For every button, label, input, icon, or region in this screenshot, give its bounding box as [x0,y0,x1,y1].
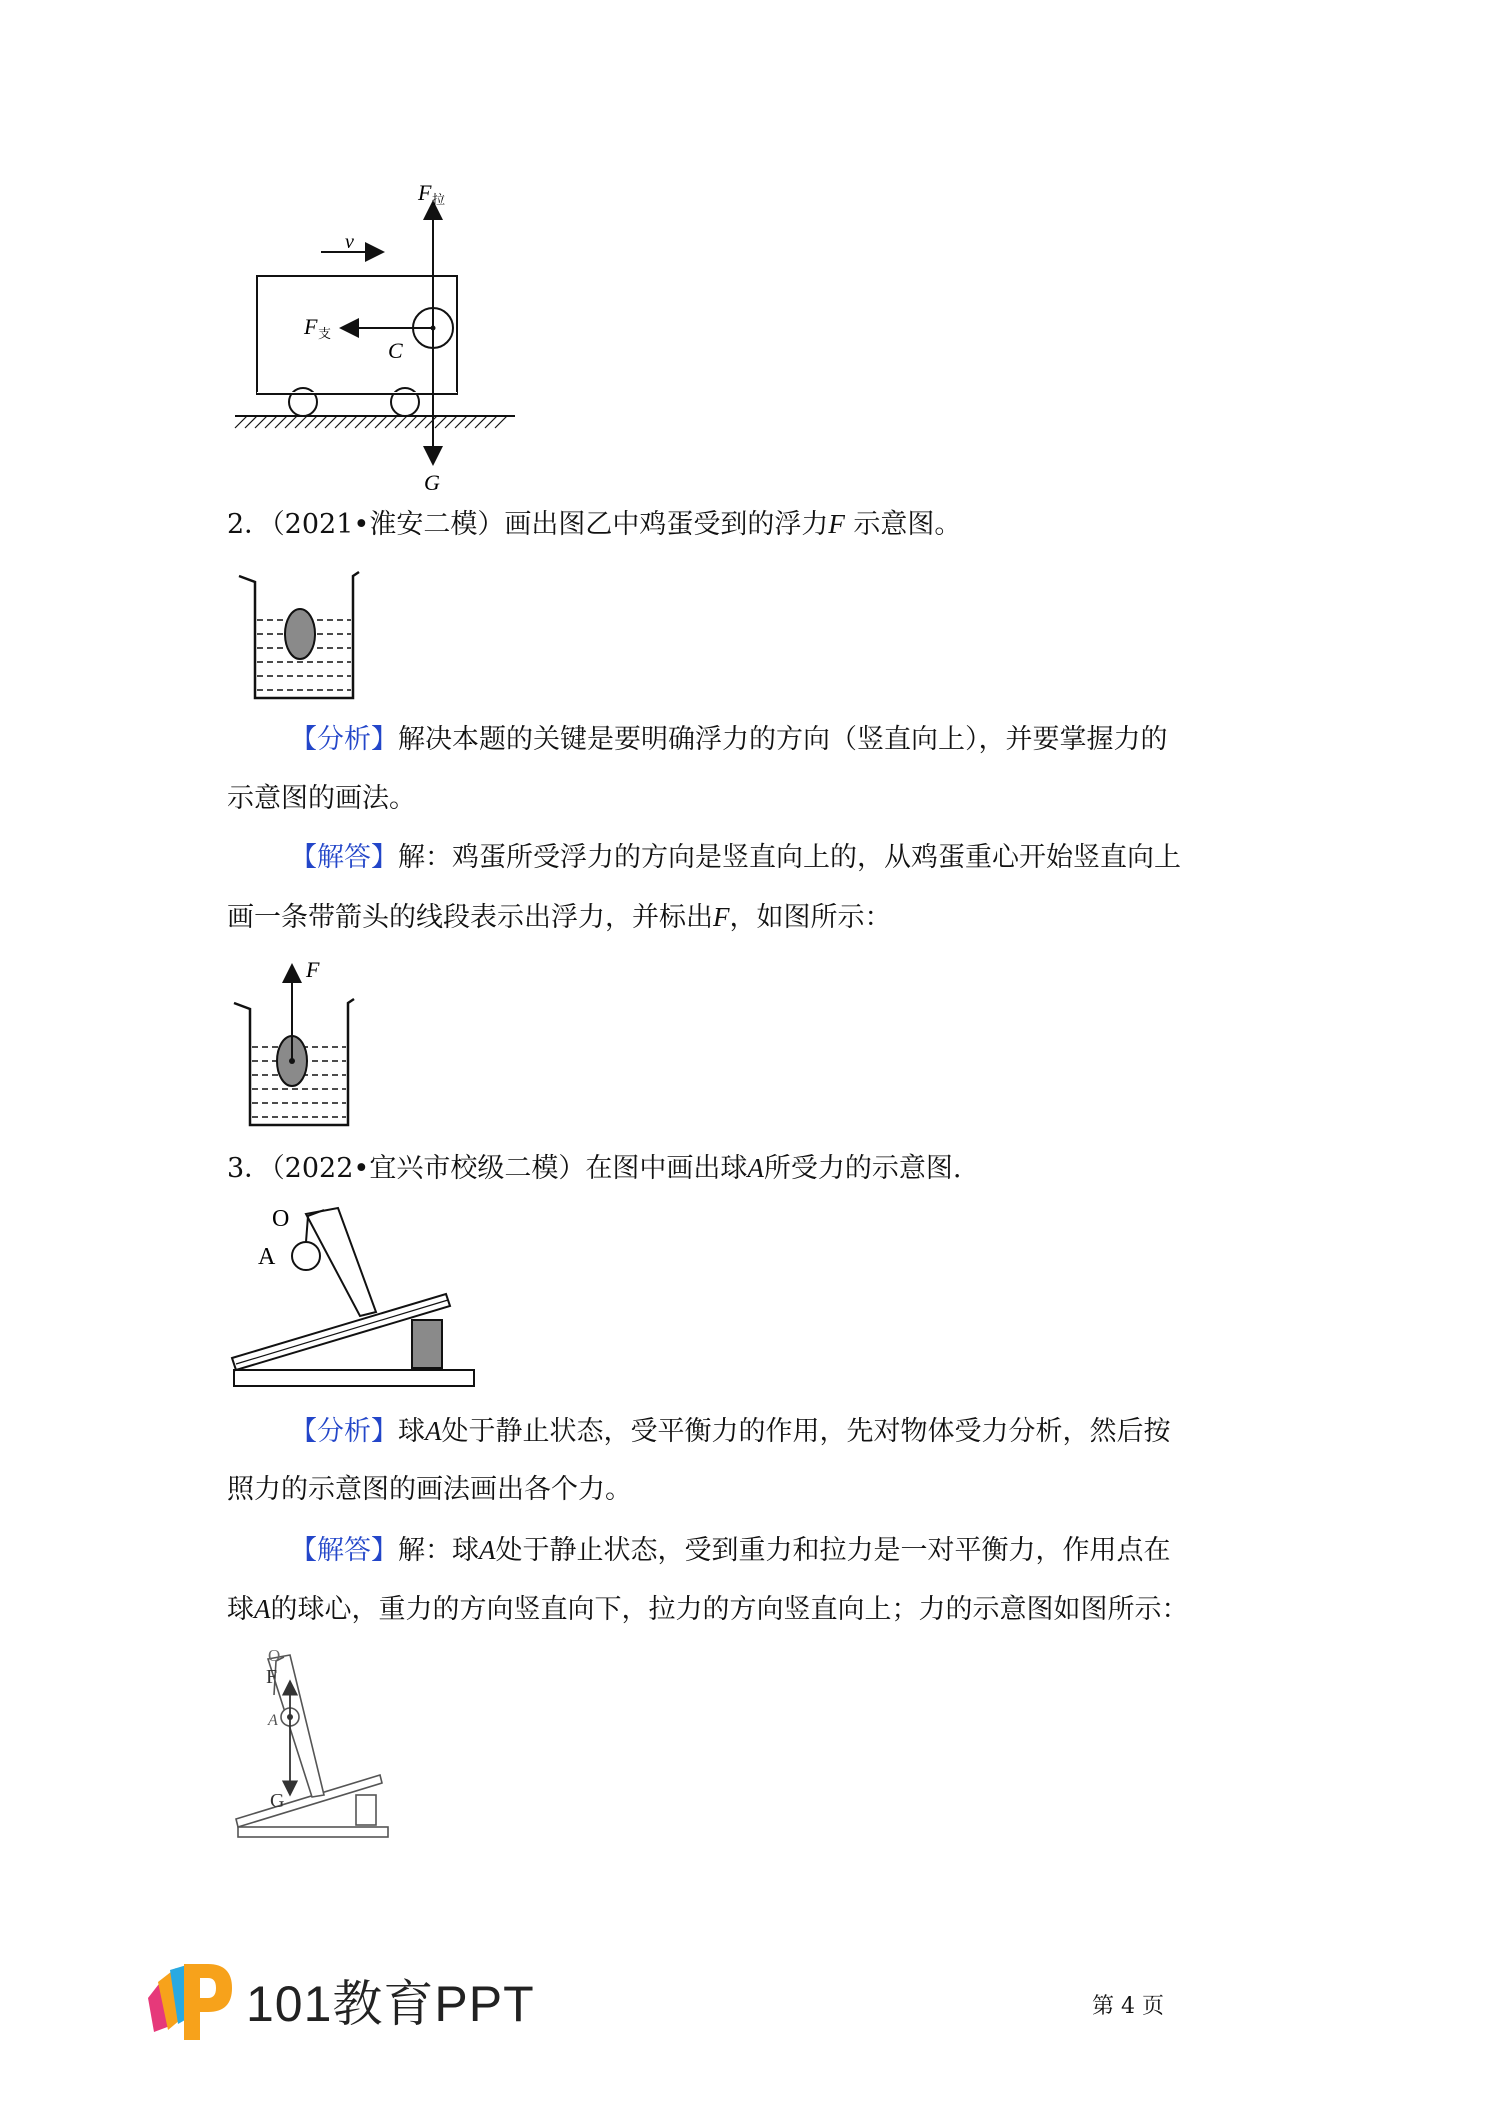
point-c-label: C [388,338,403,363]
q3-analysis-line1: 【分析】球A处于静止状态，受平衡力的作用，先对物体受力分析，然后按 [290,1416,1171,1447]
answer-tag: 【解答】 [290,842,398,873]
support-label: F [304,314,318,339]
figure-ball-forces [228,1645,398,1845]
q2-answer-line2: 画一条带箭头的线段表示出浮力，并标出F，如图所示： [227,902,892,933]
figure-ball-stand [228,1198,484,1390]
force-f-label: F [266,1666,278,1688]
ball-a-label: A [268,1712,278,1729]
figure-cart-forces [225,180,525,500]
point-o-label: O [272,1206,290,1232]
support-subscript: 支 [318,326,332,341]
q2-analysis-line2: 示意图的画法。 [227,783,416,814]
logo-icon [140,1960,236,2042]
q3-text: 3．（2022•宜兴市校级二模）在图中画出球A所受力的示意图. [227,1153,962,1184]
q2-answer-line1: 【解答】解：鸡蛋所受浮力的方向是竖直向上的，从鸡蛋重心开始竖直向上 [290,842,1181,873]
point-o-label: O [268,1646,281,1665]
footer-brand: 101教育PPT [246,1976,535,2032]
q3-analysis-line2: 照力的示意图的画法画出各个力。 [227,1474,632,1505]
analysis-tag: 【分析】 [290,724,398,755]
egg [285,609,315,659]
page-number: 第 4 页 [1092,1994,1164,2019]
block [412,1320,442,1368]
gravity-label: G [424,470,440,495]
buoyant-force-label: F [306,957,320,982]
footer-logo [140,1960,236,2042]
force-g-label: G [270,1790,285,1812]
figure-beaker-egg [235,568,365,704]
ball-a-label: A [258,1244,276,1270]
figure-beaker-force [230,955,370,1131]
q2-analysis-line1: 【分析】解决本题的关键是要明确浮力的方向（竖直向上），并要掌握力的 [290,724,1168,755]
q3-answer-line1: 【解答】解：球A处于静止状态，受到重力和拉力是一对平衡力，作用点在 [290,1535,1171,1566]
velocity-label: v [345,231,354,253]
q2-text: 2．（2021•淮安二模）画出图乙中鸡蛋受到的浮力F 示意图。 [227,509,962,540]
ball-a [292,1242,320,1270]
tension-subscript: 拉 [432,192,446,207]
cart-body [257,276,457,394]
q3-answer-line2: 球A的球心，重力的方向竖直向下，拉力的方向竖直向上；力的示意图如图所示： [227,1594,1189,1625]
tension-label: F [418,180,432,205]
